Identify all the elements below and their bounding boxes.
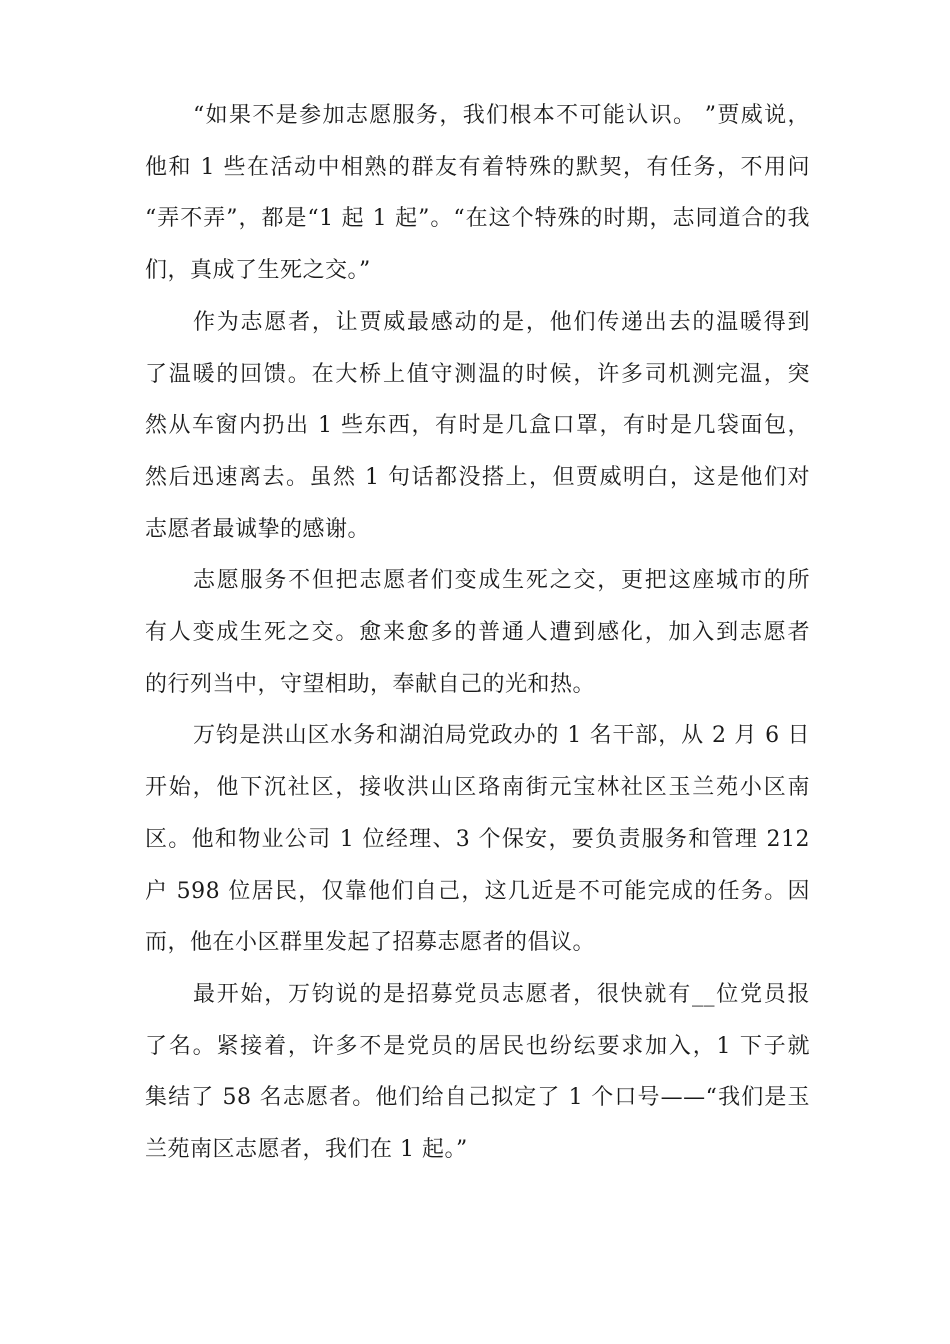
paragraph-2 [145,297,810,556]
text-line: 区。他和物业公司 1 位经理、3 个保安，要负责服务和管理 212 [145,826,810,852]
text-line: 他和 1 些在活动中相熟的群友有着特殊的默契，有任务，不用问 [145,154,810,180]
paragraph-4 [145,710,810,969]
text-line: 作为志愿者，让贾威最感动的是，他们传递出去的温暖得到 [193,309,810,335]
text-line: 的行列当中，守望相助，奉献自己的光和热。 [145,671,596,697]
text-line: 开始，他下沉社区，接收洪山区珞南街元宝林社区玉兰苑小区南 [145,775,810,801]
text-line: 然从车窗内扔出 1 些东西，有时是几盒口罩，有时是几袋面包， [145,413,810,439]
text-line: 了温暖的回馈。在大桥上值守测温的时候，许多司机测完温，突 [145,361,810,387]
text-line: 户 598 位居民，仅靠他们自己，这几近是不可能完成的任务。因 [145,878,810,904]
text-line: “如果不是参加志愿服务，我们根本不可能认识。 ”贾威说， [193,103,810,128]
text-line: 了名。紧接着，许多不是党员的居民也纷纭要求加入，1 下子就 [145,1033,810,1059]
text-line: 兰苑南区志愿者，我们在 1 起。” [145,1137,468,1163]
text-line: 们，真成了生死之交。” [145,258,371,284]
text-line: 志愿者最诚挚的感谢。 [145,516,371,542]
text-line: 志愿服务不但把志愿者们变成生死之交，更把这座城市的所 [193,568,810,594]
text-line: “弄不弄”，都是“1 起 1 起”。“在这个特殊的时期，志同道合的我 [145,206,810,232]
text-line: 有人变成生死之交。愈来愈多的普通人遭到感化，加入到志愿者 [145,620,810,646]
paragraph-5 [145,969,810,1176]
text-line: 然后迅速离去。虽然 1 句话都没搭上，但贾威明白，这是他们对 [145,464,810,490]
text-line: 万钧是洪山区水务和湖泊局党政办的 1 名干部，从 2 月 6 日 [193,723,810,749]
text-line: 集结了 58 名志愿者。他们给自己拟定了 1 个口号——“我们是玉 [145,1085,810,1111]
paragraph-3 [145,555,810,710]
paragraph-1 [145,90,810,297]
document-body [145,90,810,1176]
text-line: 最开始，万钧说的是招募党员志愿者，很快就有__位党员报 [193,981,810,1007]
text-line: 而，他在小区群里发起了招募志愿者的倡议。 [145,930,596,956]
